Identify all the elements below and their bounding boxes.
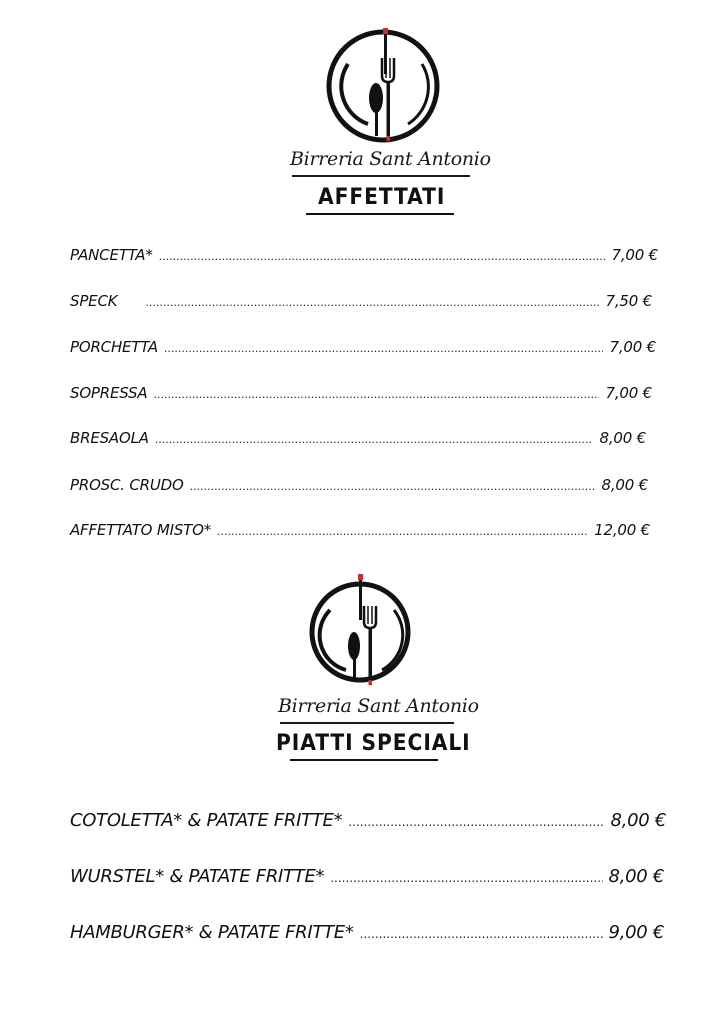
item-name: COTOLETTA* & PATATE FRITTE*	[70, 810, 343, 831]
brand-name: Birreria Sant Antonio	[278, 695, 479, 717]
brand-underline	[280, 722, 454, 724]
item-price: 7,50 €	[605, 292, 652, 310]
section-title: AFFETTATI	[318, 185, 446, 210]
item-name: SOPRESSA	[70, 384, 148, 402]
menu-item	[70, 521, 650, 539]
menu-item	[70, 429, 646, 447]
menu-item	[70, 866, 664, 887]
menu-item	[70, 246, 658, 264]
menu-item	[70, 476, 648, 494]
plate-fork-spoon-icon	[318, 24, 448, 148]
item-name: AFFETTATO MISTO*	[70, 521, 212, 539]
item-name: WURSTEL* & PATATE FRITTE*	[70, 866, 325, 887]
item-name: BRESAOLA	[70, 429, 149, 447]
item-name: PORCHETTA	[70, 338, 158, 356]
menu-item	[70, 810, 666, 831]
item-price: 8,00 €	[608, 866, 664, 887]
logo-bottom	[306, 570, 414, 692]
brand-name: Birreria Sant Antonio	[290, 148, 491, 170]
leader-dots	[159, 250, 606, 263]
leader-dots	[348, 815, 604, 829]
plate-fork-spoon-icon	[306, 570, 414, 692]
leader-dots	[217, 525, 588, 538]
title-underline	[290, 759, 438, 761]
item-name: SPECK	[70, 292, 118, 310]
item-price: 8,00 €	[610, 810, 666, 831]
leader-dots	[330, 871, 602, 885]
brand-underline	[292, 175, 470, 177]
section-title: PIATTI SPECIALI	[276, 731, 471, 756]
leader-dots	[153, 388, 599, 401]
item-price: 9,00 €	[608, 922, 664, 943]
item-name: HAMBURGER* & PATATE FRITTE*	[70, 922, 354, 943]
item-price: 7,00 €	[611, 246, 658, 264]
item-price: 8,00 €	[599, 429, 646, 447]
item-name: PANCETTA*	[70, 246, 153, 264]
logo-top	[318, 24, 448, 148]
title-underline	[306, 213, 454, 215]
item-price: 8,00 €	[601, 476, 648, 494]
leader-dots	[145, 296, 599, 309]
item-price: 7,00 €	[605, 384, 652, 402]
leader-dots	[164, 342, 604, 355]
leader-dots	[190, 480, 596, 493]
menu-item	[70, 384, 652, 402]
item-price: 7,00 €	[609, 338, 656, 356]
item-price: 12,00 €	[594, 521, 650, 539]
leader-dots	[360, 927, 603, 941]
item-name: PROSC. CRUDO	[70, 476, 184, 494]
menu-item	[70, 292, 652, 310]
menu-item	[70, 922, 664, 943]
menu-item	[70, 338, 656, 356]
leader-dots	[155, 433, 594, 446]
